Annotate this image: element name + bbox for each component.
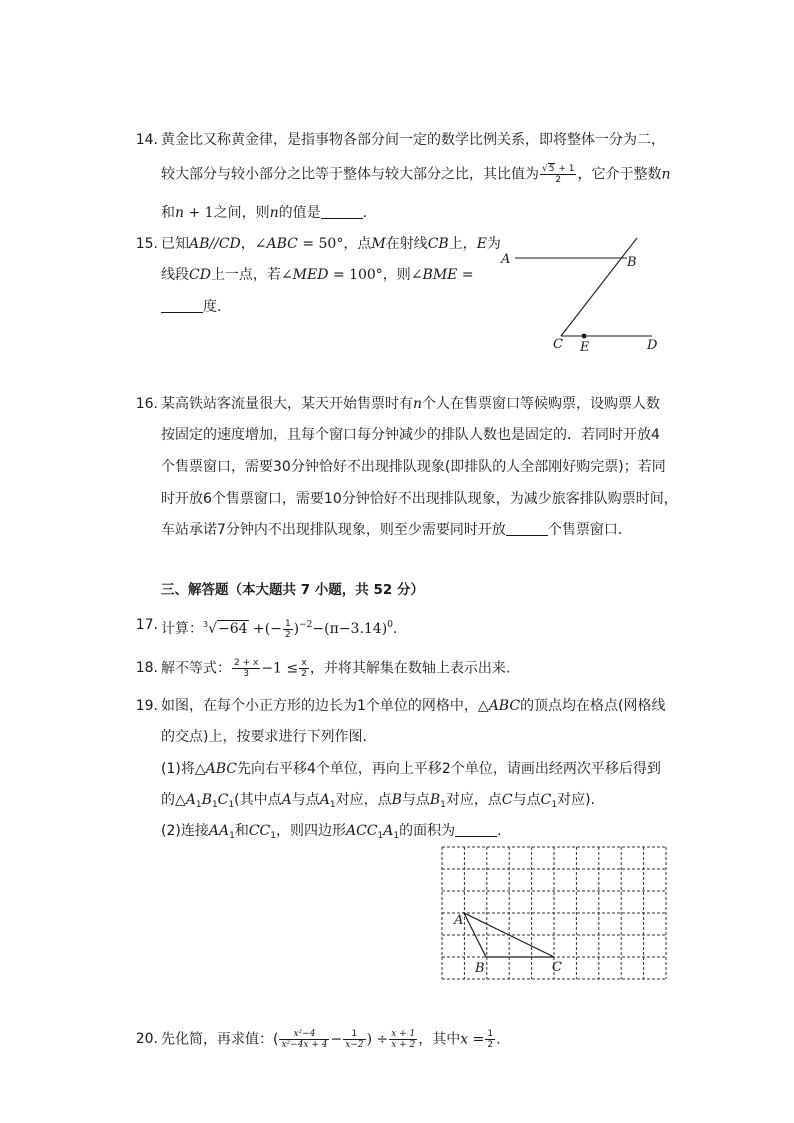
answer-blank[interactable]: [506, 521, 548, 536]
grid-figure: [440, 845, 668, 983]
answer-blank[interactable]: [455, 822, 497, 837]
label-b: B: [627, 255, 637, 270]
question-number: 16.: [135, 396, 158, 412]
label-d: D: [647, 338, 658, 353]
q19-line-5: (2)连接$AA_1$和$CC_1$，则四边形$ACC_1A_1$的面积为 .: [161, 823, 502, 841]
answer-blank[interactable]: [161, 298, 203, 313]
label-a: A: [501, 252, 511, 267]
question-number: 15.: [135, 236, 158, 252]
label-b: B: [475, 961, 485, 976]
section-heading: 三、解答题（本大题共 7 小题，共 52 分）: [161, 582, 424, 598]
q14-line-3: 和n + 1之间，则n的值是 .: [161, 205, 368, 221]
question-number: 19.: [135, 698, 158, 714]
q15-line-1: 已知AB//CD，∠ABC = 50°，点M在射线CB上，E为: [161, 236, 501, 252]
q19-line-1: 如图，在每个小正方形的边长为1个单位的网格中，△ABC的顶点均在格点(网格线: [161, 698, 666, 714]
q19-line-2: 的交点)上，按要求进行下列作图.: [161, 729, 367, 745]
q16-line-4: 时开放6个售票窗口，需要10分钟恰好不出现排队现象，为减少旅客排队购票时间，: [161, 491, 678, 507]
q17-expression: 计算：$^3$√−64 +(− $\frac{1}{2}$ )$^{-2}-(\pi-3.14)^0$.: [161, 618, 398, 640]
parallel-lines-figure: [495, 232, 670, 357]
q16-line-2: 按固定的速度增加，且每个窗口每分钟减少的排队人数也是固定的．若同时开放4: [161, 427, 660, 443]
point-e: [582, 334, 587, 339]
label-e: E: [580, 340, 590, 355]
q14-text: 较大部分与较小部分之比等于整体与较大部分之比，其比值为: [161, 166, 539, 183]
question-number: 17.: [135, 617, 158, 633]
q19-line-4: 的$\triangle A_1B_1C_1$(其中点A与点$A_1$对应，点B与点$B_1$对应，点C与点$C_1$对应).: [161, 792, 595, 810]
ray-cb: [561, 238, 637, 336]
question-number: 18.: [135, 660, 158, 676]
q14-line-2: 较大部分与较小部分之比等于整体与较大部分之比，其比值为 $\frac{√5 + 1}{2}$ ，它介于整数n: [161, 164, 671, 185]
question-number: 14.: [135, 132, 158, 148]
q14-line-1: 黄金比又称黄金律，是指事物各部分间一定的数学比例关系，即将整体一分为二，: [161, 132, 665, 148]
golden-ratio-fraction: $\frac{√5 + 1}{2}$: [542, 164, 575, 185]
q16-line-1: 某高铁站客流量很大，某天开始售票时有n个人在售票窗口等候购票，设购票人数: [161, 396, 661, 412]
label-c: C: [553, 337, 563, 352]
answer-blank[interactable]: [321, 204, 363, 219]
q16-line-3: 个售票窗口，需要30分钟恰好不出现排队现象(即排队的人全部刚好购完票)；若同: [161, 459, 666, 475]
label-c: C: [552, 960, 562, 975]
q19-line-3: (1)将△ABC先向右平移4个单位，再向上平移2个单位，请画出经两次平移后得到: [161, 761, 661, 777]
q16-line-5: 车站承诺7分钟内不出现排队现象，则至少需要同时开放 个售票窗口.: [161, 522, 623, 538]
q20-expression: 先化简，再求值：( $\frac{\text{x²−4}}{\text{x²−4x + 4}}$ − $\frac{1}{x-2}$ ) ÷ $\frac{x + 1}{x + 2}$ ，其中x = $\frac{1}{2}$ .: [161, 1029, 501, 1050]
q18-expression: 解不等式： $\frac{2 + x}{3}$ −1 ≤ $\frac{x}{2}$ ，并将其解集在数轴上表示出来.: [161, 658, 511, 679]
question-number: 20.: [135, 1031, 158, 1047]
q15-line-3: 度.: [161, 297, 221, 317]
label-a: A: [454, 913, 464, 928]
q15-line-2: 线段CD上一点，若∠MED = 100°，则∠BME =: [161, 267, 474, 283]
